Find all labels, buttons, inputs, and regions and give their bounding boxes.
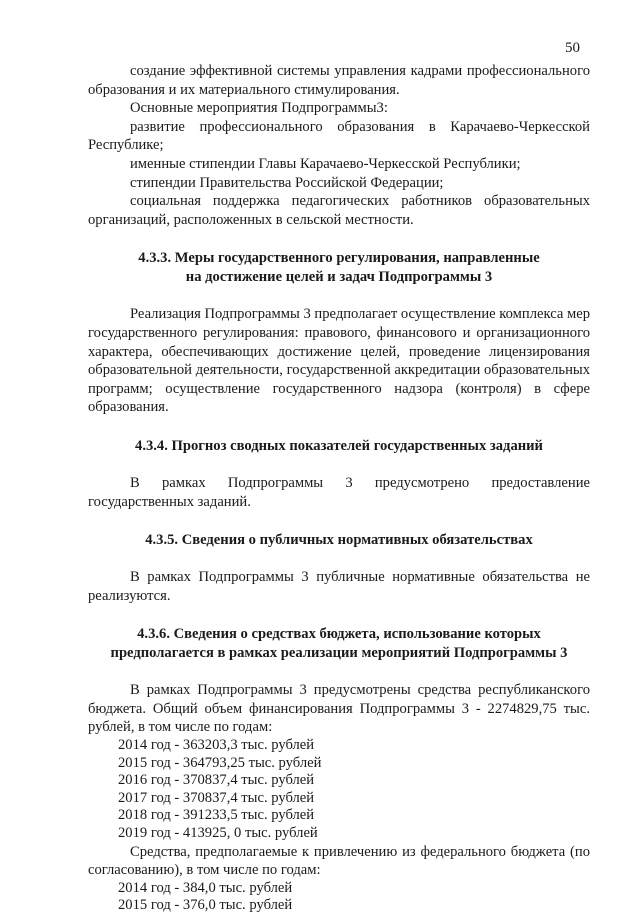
section-text-433: Реализация Подпрограммы 3 предполагает осуществление комплекса мер государственного регулирования: правового, финансового и организационного характера, обеспечивающих достижение целей, проведение лицензирования образовательной деятельности, государственной аккредитации образовательных программ; осуществление государственного надзора (контроля) в сфере образования.	[88, 306, 590, 416]
section-heading-436-line2: предполагается в рамках реализации мероприятий Подпрограммы 3	[110, 645, 568, 662]
section-text-436: В рамках Подпрограммы 3 предусмотрены средства республиканского бюджета. Общий объем финансирования Подпрограммы 3 - 2274829,75 тыс. рублей, в том числе по годам:	[88, 682, 590, 736]
federal-funds-text: Средства, предполагаемые к привлечению из федерального бюджета (по согласованию), в том числе по годам:	[88, 843, 590, 879]
intro-paragraph: социальная поддержка педагогических работников образовательных организаций, расположенных в сельской местности.	[88, 193, 590, 228]
document-body	[88, 62, 590, 915]
intro-paragraph: развитие профессионального образования в Карачаево-Черкесской Республике;	[88, 118, 590, 154]
intro-paragraph: Основные мероприятия Подпрограммы3:	[130, 100, 388, 117]
section-heading-436: 4.3.6. Сведения о средствах бюджета, использование которых	[137, 626, 541, 643]
year-amount-line: 2015 год - 364793,25 тыс. рублей	[118, 754, 322, 771]
year-amount-line: 2018 год - 391233,5 тыс. рублей	[118, 807, 315, 824]
section-heading-435: 4.3.5. Сведения о публичных нормативных обязательствах	[145, 532, 533, 549]
section-text-434: В рамках Подпрограммы 3 предусмотрено предоставление государственных заданий.	[88, 474, 590, 510]
federal-year-amount-line: 2014 год - 384,0 тыс. рублей	[118, 879, 293, 896]
intro-paragraph: именные стипендии Главы Карачаево-Черкесской Республики;	[130, 155, 521, 172]
federal-year-amount-line: 2015 год - 376,0 тыс. рублей	[118, 897, 293, 914]
year-amount-line: 2014 год - 363203,3 тыс. рублей	[118, 737, 315, 754]
page-number: 50	[565, 40, 580, 56]
section-text-435: В рамках Подпрограммы 3 публичные нормативные обязательства не реализуются.	[88, 569, 590, 604]
intro-paragraph: создание эффективной системы управления кадрами профессионального образования и их материального стимулирования.	[88, 63, 590, 98]
year-amount-line: 2017 год - 370837,4 тыс. рублей	[118, 789, 315, 806]
year-amount-line: 2019 год - 413925, 0 тыс. рублей	[118, 825, 318, 842]
intro-paragraph: стипендии Правительства Российской Федерации;	[130, 174, 444, 191]
section-heading-434: 4.3.4. Прогноз сводных показателей государственных заданий	[135, 437, 543, 454]
year-amount-line: 2016 год - 370837,4 тыс. рублей	[118, 772, 315, 789]
section-heading-433-line2: на достижение целей и задач Подпрограммы 3	[185, 269, 493, 286]
section-heading-433: 4.3.3. Меры государственного регулирования, направленные	[138, 250, 540, 267]
